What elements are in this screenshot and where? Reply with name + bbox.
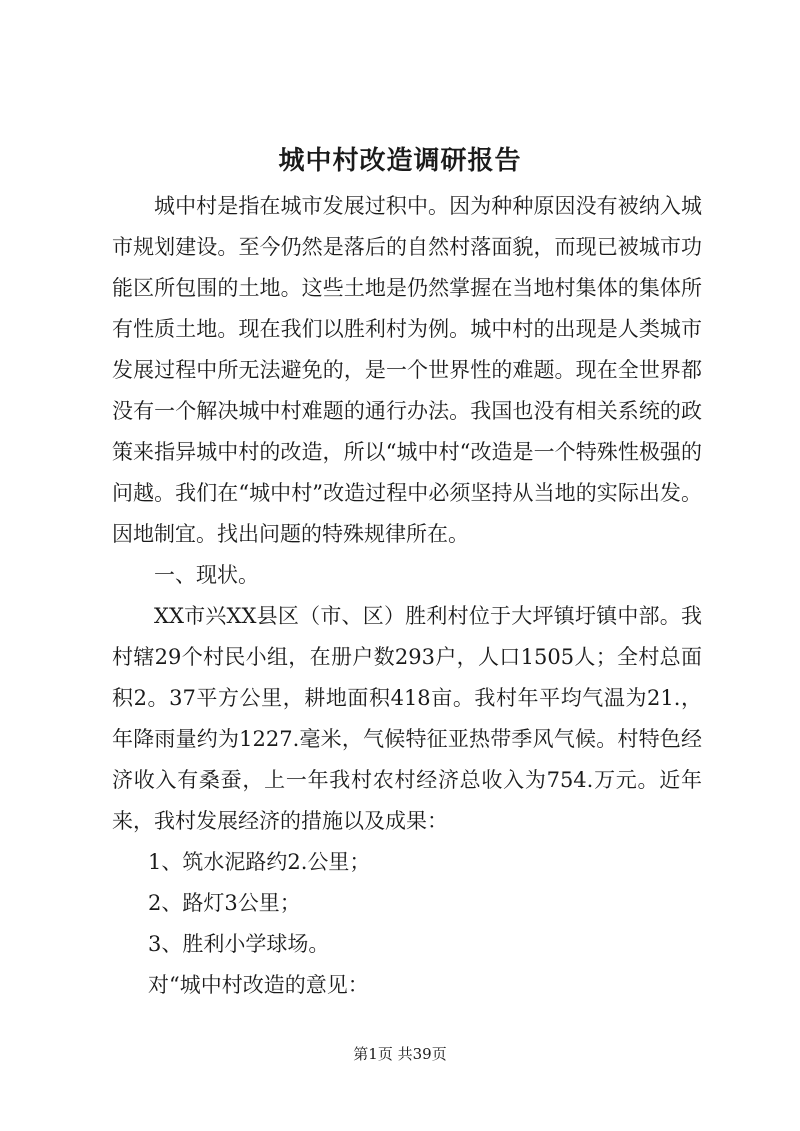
page-footer (0, 1043, 800, 1064)
list-item: 1、筑水泥路约2.公里； (148, 850, 371, 874)
opinion-heading: 对“城中村改造的意见： (148, 973, 369, 997)
intro-paragraph: 城中村是指在城市发展过积中。因为种种原因没有被纳入城市规划建设。至今仍然是落后的自然村落面貌，而现已被城市功能区所包围的土地。这些土地是仍然掌握在当地村集体的集体所有性质土地。现在我们以胜利村为例。城中村的出现是人类城市发展过程中所无法避免的，是一个世界性的难题。现在全世界都没有一个解决城中村难题的通行办法。我国也没有相关系统的政策来指异城中村的改造，所以“城中村“改造是一个特殊性极强的问越。我们在“城中村”改造过程中必须坚持从当地的实际出发。因地制宜。找出问题的特殊规律所在。 (112, 194, 702, 546)
page-number: 第1页 共39页 (353, 1045, 447, 1063)
document-title: 城中村改造调研报告 (278, 146, 522, 176)
section-heading: 一、现状。 (154, 563, 259, 587)
list-item: 2、路灯3公里； (148, 891, 301, 915)
status-paragraph: XX市兴XX县区（市、区）胜利村位于大坪镇圩镇中部。我村辖29个村民小组，在册户数293户，人口1505人；全村总面积2。37平方公里，耕地面积418亩。我村年平均气温为21.，年降雨量约为1227.毫米，气候特征亚热带季风气候。村特色经济收入有桑蚕，上一年我村农村经济总收入为754.万元。近年来，我村发展经济的措施以及成果： (112, 604, 702, 833)
document-body (112, 186, 702, 1006)
list-item: 3、胜利小学球场。 (148, 932, 330, 956)
